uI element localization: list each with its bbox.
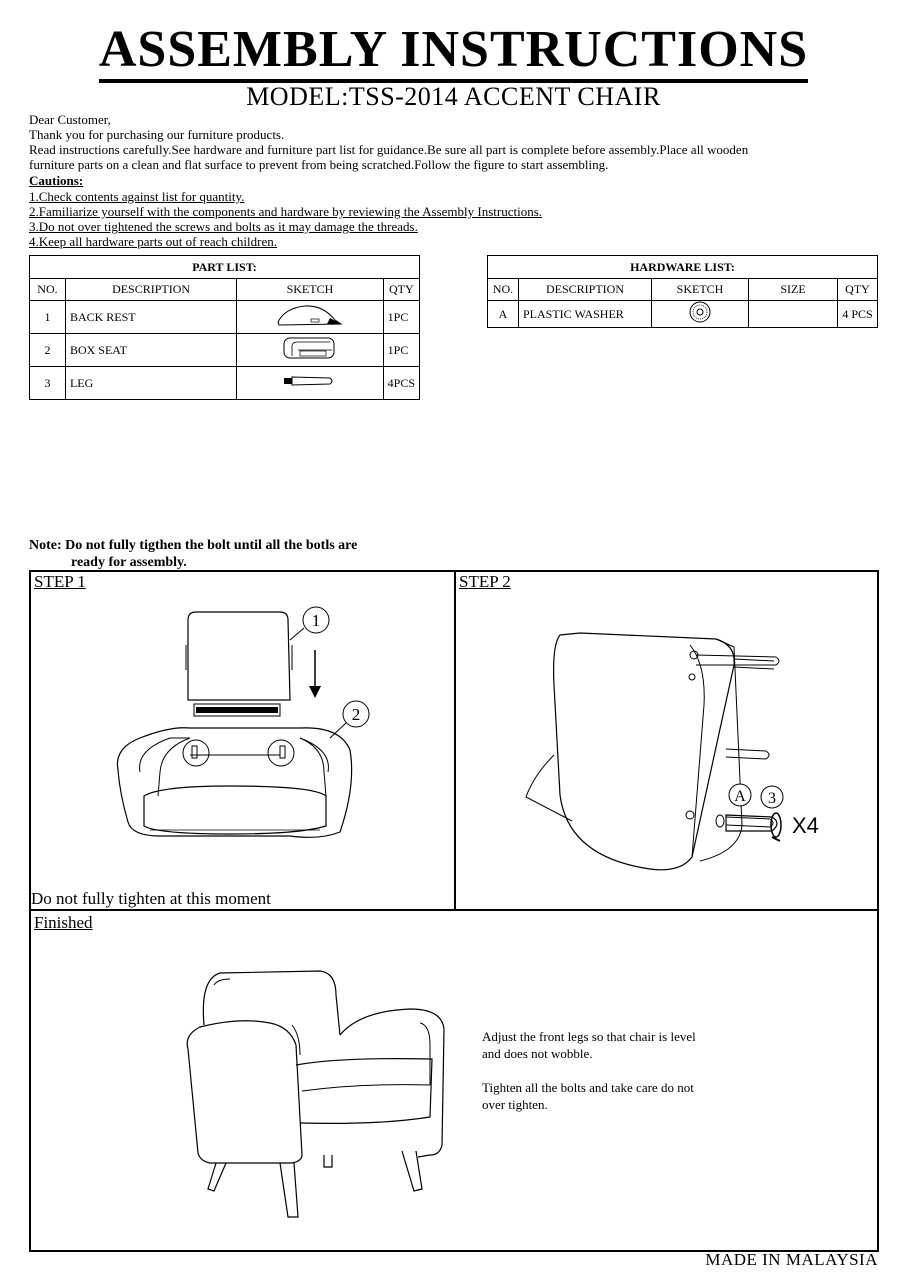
part-col-no: NO.: [30, 279, 66, 301]
step1-caption: Do not fully tighten at this moment: [31, 889, 271, 908]
caution-item-2: 2.Familiarize yourself with the components and hardware by reviewing the Assembly Instructions.: [29, 204, 543, 219]
table-row: [30, 367, 420, 400]
boxseat-sketch: [237, 334, 383, 367]
caution-item-4: 4.Keep all hardware parts out of reach children.: [29, 234, 277, 249]
hw-size: [749, 301, 838, 328]
intro-line-1: Thank you for purchasing our furniture products.: [29, 127, 285, 142]
finished-label: Finished: [34, 913, 93, 932]
caution-item-3: 3.Do not over tightened the screws and bolts as it may damage the threads.: [29, 219, 418, 234]
washer-sketch: [652, 301, 749, 328]
finished-note-1: [482, 1028, 696, 1062]
part-col-qty: QTY: [383, 279, 419, 301]
document-title: ASSEMBLY INSTRUCTIONS: [0, 20, 907, 83]
part-no: 3: [30, 367, 66, 400]
finished-note-1-line-2: and does not wobble.: [482, 1046, 593, 1061]
step2-label: STEP 2: [459, 572, 511, 591]
caution-item-1: 1.Check contents against list for quantity.: [29, 189, 245, 204]
intro-line-2: Read instructions carefully.See hardware and furniture part list for guidance.Be sure all part is complete before assembly.Place all wooden: [29, 142, 749, 157]
finished-note-2: [482, 1079, 694, 1113]
part-qty: 1PC: [383, 334, 419, 367]
note-line-2: ready for assembly.: [71, 555, 187, 570]
part-list-title: PART LIST:: [30, 256, 420, 279]
part-no: 1: [30, 301, 66, 334]
hardware-list-title: HARDWARE LIST:: [488, 256, 878, 279]
hw-col-no: NO.: [488, 279, 519, 301]
step-divider-vertical: [454, 570, 456, 911]
step2-multiplier: X4: [792, 813, 819, 838]
hw-col-description: DESCRIPTION: [519, 279, 652, 301]
step2-callout-a: A: [734, 788, 746, 805]
finished-note-1-line-1: Adjust the front legs so that chair is level: [482, 1029, 696, 1044]
part-no: 2: [30, 334, 66, 367]
part-qty: 4PCS: [383, 367, 419, 400]
step1-callout-2: 2: [351, 705, 361, 724]
hw-col-size: SIZE: [749, 279, 838, 301]
part-description: BACK REST: [65, 301, 236, 334]
table-row: [30, 301, 420, 334]
part-list-table: [29, 255, 420, 400]
table-row: [30, 334, 420, 367]
finished-note-2-line-2: over tighten.: [482, 1097, 548, 1112]
cautions-heading: Cautions:: [29, 173, 84, 188]
note-line-1: Note: Do not fully tigthen the bolt until all the botls are: [29, 538, 358, 553]
hw-description: PLASTIC WASHER: [519, 301, 652, 328]
hardware-list-table: [487, 255, 878, 328]
part-col-description: DESCRIPTION: [65, 279, 236, 301]
model-subtitle: MODEL:TSS-2014 ACCENT CHAIR: [246, 82, 661, 111]
leg-sketch: [237, 367, 383, 400]
part-description: LEG: [65, 367, 236, 400]
made-in-label: MADE IN MALAYSIA: [705, 1250, 878, 1269]
finished-chair-illustration: [180, 965, 450, 1225]
hw-col-sketch: SKETCH: [652, 279, 749, 301]
hw-no: A: [488, 301, 519, 328]
backrest-sketch: [237, 301, 383, 334]
intro-line-3: furniture parts on a clean and flat surface to prevent from being scratched.Follow the figure to start assembling.: [29, 157, 609, 172]
step1-illustration: [100, 600, 400, 860]
assembly-note: [29, 537, 357, 571]
hw-col-qty: QTY: [838, 279, 878, 301]
step2-illustration: [520, 625, 840, 875]
step1-label: STEP 1: [34, 572, 86, 591]
part-col-sketch: SKETCH: [237, 279, 383, 301]
part-description: BOX SEAT: [65, 334, 236, 367]
table-row: [488, 301, 878, 328]
greeting: Dear Customer,: [29, 112, 111, 127]
finished-note-2-line-1: Tighten all the bolts and take care do not: [482, 1080, 694, 1095]
part-qty: 1PC: [383, 301, 419, 334]
step-divider-horizontal: [29, 909, 879, 911]
hw-qty: 4 PCS: [838, 301, 878, 328]
step2-callout-3: 3: [768, 790, 776, 807]
step1-callout-1: 1: [311, 611, 321, 630]
